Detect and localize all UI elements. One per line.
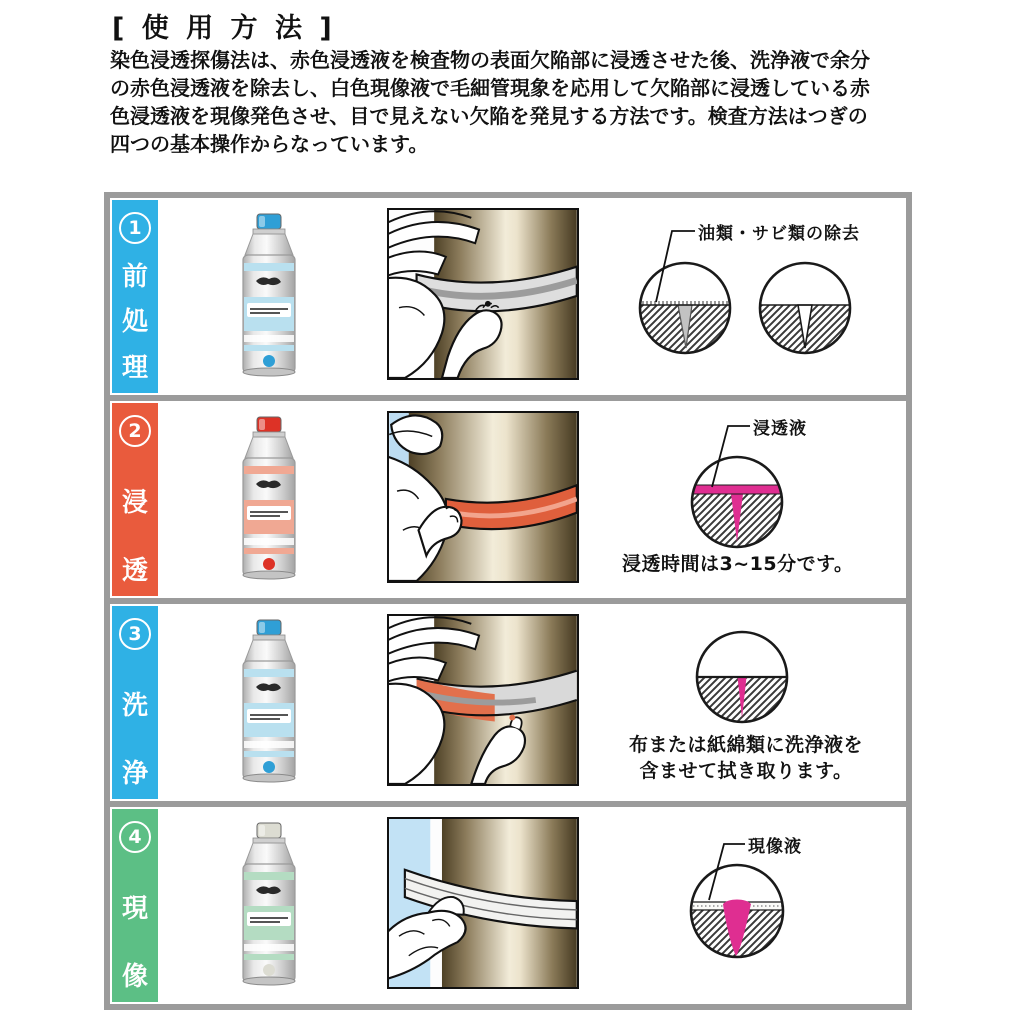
- step-label-bar: [112, 403, 158, 596]
- step-number-badge: 2: [119, 415, 151, 447]
- pipe-spraying-scene: [387, 208, 579, 380]
- diagram-label: 油類・サビ類の除去: [698, 224, 860, 244]
- step-number-badge: 4: [119, 821, 151, 853]
- spray-can-developer-icon: [228, 820, 310, 990]
- step-label-char: 前: [121, 261, 148, 292]
- step-label-char: 洗: [121, 690, 148, 721]
- step-row-penetration: [110, 395, 906, 598]
- step-number-badge: 1: [119, 212, 151, 244]
- spray-can-cleaner-icon: [228, 211, 310, 381]
- page-title: [ 使 用 方 法 ]: [112, 13, 336, 44]
- step-label-char: 浸: [121, 487, 148, 518]
- pipe-penetrant-scene: [387, 411, 579, 583]
- spray-can-penetrant-icon: [228, 414, 310, 584]
- diagram-label: 現像液: [748, 837, 802, 857]
- step-label-char: 理: [121, 352, 148, 383]
- step-row-cleaning: [110, 598, 906, 801]
- intro-line: 色浸透液を現像発色させ、目で見えない欠陥を発見する方法です。検査方法はつぎの: [110, 104, 868, 128]
- diagram-label: 浸透液: [753, 419, 807, 439]
- spray-can-cleaner-icon: [228, 617, 310, 787]
- inspection-diagram-cleaning: [610, 604, 900, 801]
- intro-line: 四つの基本操作からなっています。: [110, 132, 429, 156]
- intro-line: 染色浸透探傷法は、赤色浸透液を検査物の表面欠陥部に浸透させた後、洗浄液で余分: [110, 48, 870, 72]
- step-label-bar: [112, 809, 158, 1002]
- intro-paragraph: [110, 46, 922, 158]
- inspection-diagram-development: [610, 807, 900, 1004]
- step-label-char: 浄: [121, 759, 148, 789]
- step-label-char: 像: [121, 962, 148, 992]
- application-illustration-developer: [387, 817, 579, 989]
- application-illustration-penetrant: [387, 411, 579, 583]
- inspection-diagram-penetration: [610, 401, 900, 598]
- step-label-char: 現: [121, 893, 148, 924]
- pipe-wiping-scene: [387, 614, 579, 786]
- diagram-caption: 浸透時間は3~15分です。: [622, 553, 854, 575]
- step-label-char: 透: [121, 556, 148, 586]
- application-illustration-wiping: [387, 614, 579, 786]
- pipe-developer-scene: [387, 817, 579, 989]
- diagram-caption: 布または紙綿類に洗浄液を: [628, 734, 863, 756]
- step-row-development: [110, 801, 906, 1004]
- application-illustration-spray: [387, 208, 579, 380]
- step-label-bar: [112, 606, 158, 799]
- step-label-char: 処: [121, 307, 148, 338]
- intro-line: の赤色浸透液を除去し、白色現像液で毛細管現象を応用して欠陥部に浸透している赤: [110, 76, 870, 100]
- steps-table: [104, 192, 912, 1010]
- step-label-bar: [112, 200, 158, 393]
- diagram-caption: 含ませて拭き取ります。: [639, 760, 853, 782]
- step-row-pretreatment: [110, 198, 906, 395]
- step-number-badge: 3: [119, 618, 151, 650]
- inspection-diagram-pretreatment: [610, 198, 900, 395]
